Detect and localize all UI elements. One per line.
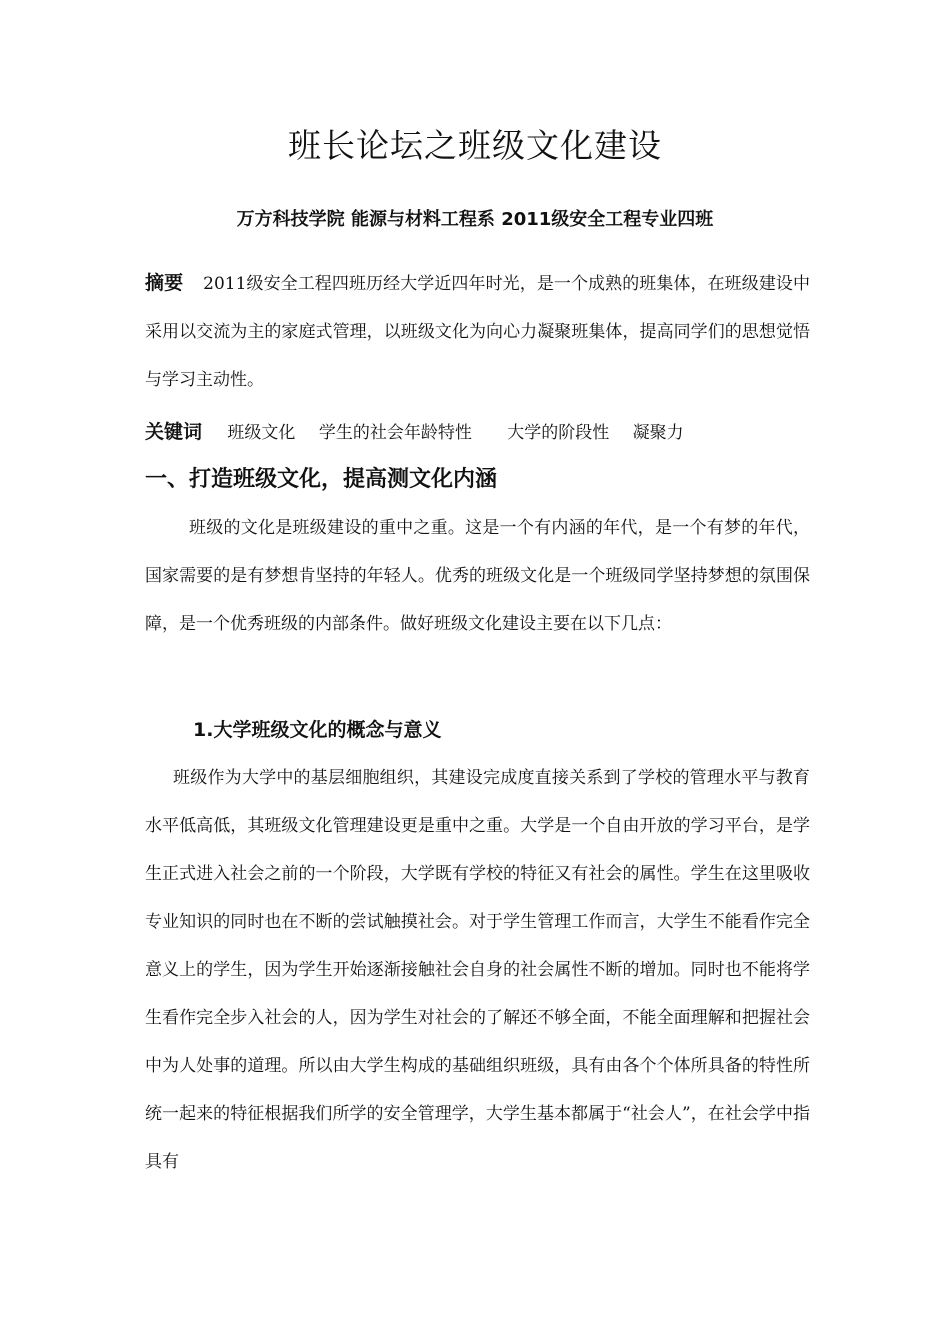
abstract-text: 2011级安全工程四班历经大学近四年时光，是一个成熟的班集体，在班级建设中采用以交流为主的家庭式管理，以班级文化为向心力凝聚班集体，提高同学们的思想觉悟与学习主动性。 <box>145 274 810 390</box>
abstract-block <box>145 259 810 404</box>
subsection-heading: 1.大学班级文化的概念与意义 <box>193 719 442 741</box>
keyword-item: 班级文化 <box>227 423 296 443</box>
document-title: 班长论坛之班级文化建设 <box>288 126 662 165</box>
keyword-item: 凝聚力 <box>632 423 684 443</box>
keyword-item: 学生的社会年龄特性 <box>318 423 472 443</box>
subsection-paragraph: 班级作为大学中的基层细胞组织，其建设完成度直接关系到了学校的管理水平与教育水平低高低，其班级文化管理建设更是重中之重。大学是一个自由开放的学习平台，是学生正式进入社会之前的一个阶段，大学既有学校的特征又有社会的属性。学生在这里吸收专业知识的同时也在不断的尝试触摸社会。对于学生管理工作而言，大学生不能看作完全意义上的学生，因为学生开始逐渐接触社会自身的社会属性不断的增加。同时也不能将学生看作完全步入社会的人，因为学生对社会的了解还不够全面，不能全面理解和把握社会中为人处事的道理。所以由大学生构成的基础组织班级，具有由各个个体所具备的特性所统一起来的特征根据我们所学的安全管理学，大学生基本都属于“社会人”，在社会学中指具有 <box>145 768 810 1172</box>
keywords-line <box>145 412 810 453</box>
abstract-label: 摘要 <box>145 272 184 294</box>
keyword-item: 大学的阶段性 <box>507 423 610 443</box>
keywords-label: 关键词 <box>145 421 203 443</box>
document-subtitle: 万方科技学院 能源与材料工程系 2011级安全工程专业四班 <box>236 209 714 230</box>
section-heading: 一、打造班级文化，提高测文化内涵 <box>145 467 498 492</box>
section-paragraph: 班级的文化是班级建设的重中之重。这是一个有内涵的年代，是一个有梦的年代，国家需要的是有梦想肯坚持的年轻人。优秀的班级文化是一个班级同学坚持梦想的氛围保障，是一个优秀班级的内部条件。做好班级文化建设主要在以下几点： <box>145 518 810 634</box>
